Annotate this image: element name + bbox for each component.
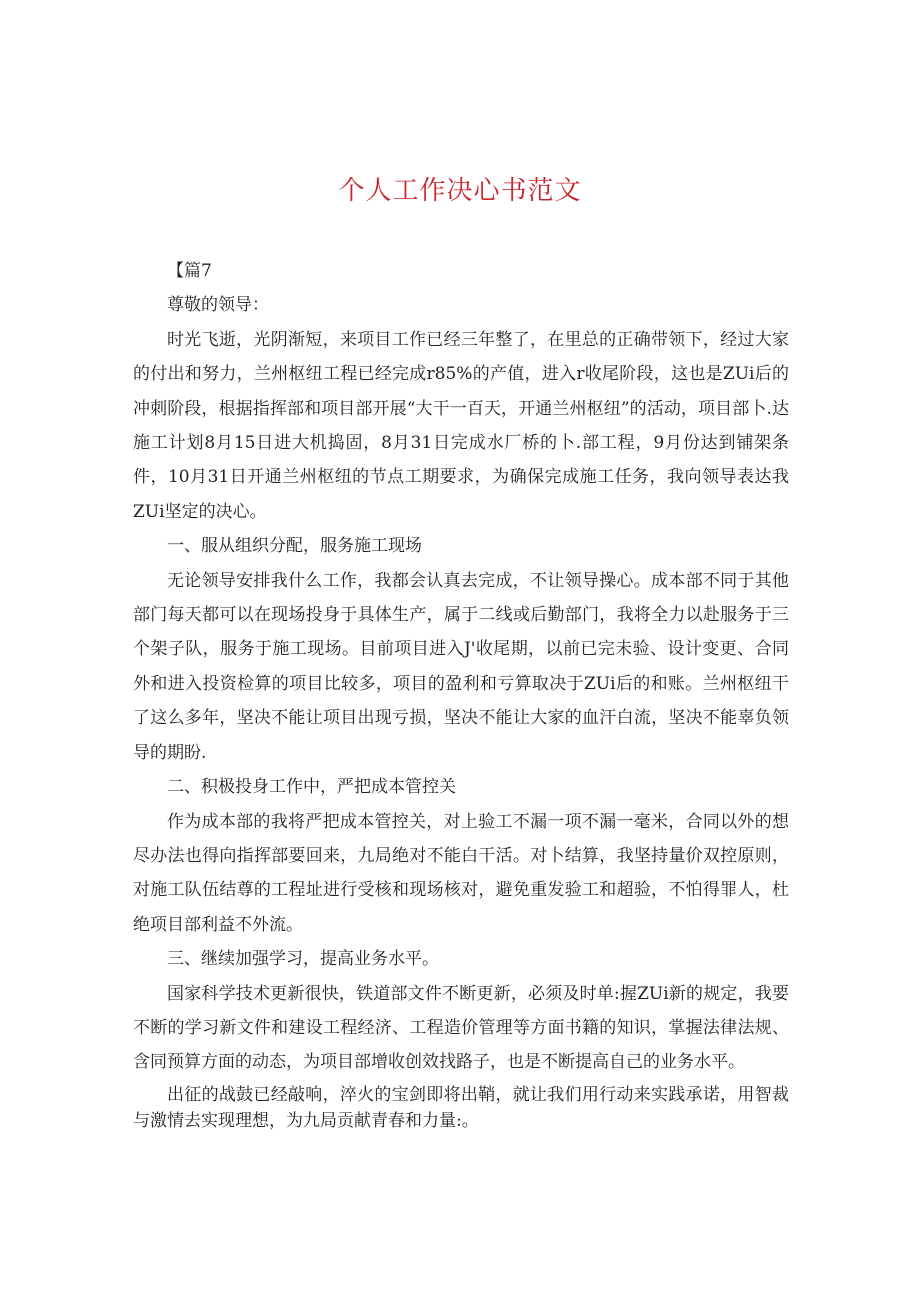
closing-paragraph: 出征的战鼓已经敲响，淬火的宝剑即将出鞘，就让我们用行动来实践承诺，用智裁与激情去实现理想，为九局贡献青春和力量:。 xyxy=(133,1084,789,1131)
paragraph-2: 作为成本部的我将严把成本管控关，对上验工不漏一项不漏一毫米，合同以外的想尽办法也得向指挥部要回来，九局绝对不能白干活。对卜结算，我坚持量价双控原则，对施工队伍结尊的工程址进行受核和现场核对，避免重发验工和超验，不怕得罪人，杜绝项目部利益不外流。 xyxy=(133,811,789,935)
paragraph-1: 无论领导安排我什么工作，我都会认真去完成，不让领导操心。成本部不同于其他部门每天都可以在现场投身于具体生产，属于二线或后勤部门，我将全力以赴服务于三个架子队，服务于施工现场。目前项目进入J'收尾期，以前已完未验、设计变更、合同外和进入投资检算的项目比较多，项目的盈利和亏算取决于ZUi后的和账。兰州枢纽干了这么多年，坚决不能让项目出现亏损，坚决不能让大家的血汗白流，坚决不能辜负领导的期盼. xyxy=(133,570,789,763)
document-title: 个人工作决心书范文 xyxy=(338,176,582,206)
heading-1: 一、服从组织分配，服务施工现场 xyxy=(167,536,422,557)
document-body xyxy=(133,254,789,1134)
paragraph-3: 国家科学技术更新很快，铁道部文件不断更新，必须及时单:握ZUi新的规定，我要不断的学习新文件和建设工程经济、工程造价管理等方面书籍的知识，掌握法律法规、含同预算方面的动态，为项目部增收创效找路子，也是不断提高自己的业务水平。 xyxy=(133,983,789,1073)
salutation: 尊敬的领导： xyxy=(167,295,269,316)
intro-paragraph: 时光飞逝，光阴渐短，来项目工作已经三年整了，在里总的正确带领下，经过大家的付出和努力，兰州枢纽工程已经完成r85%的产值，进入r收尾阶段，这也是ZUi后的冲刺阶段，根据指挥部和项目部开展“大干一百天，开通兰州枢纽”的活动，项目部卜.达施工计划8月15日进大机捣固，8月31日完成水厂桥的卜.部工程，9月份达到铺架条件，10月31日开通兰州枢纽的节点工期要求，为确保完成施工任务，我向领导表达我ZUi坚定的决心。 xyxy=(133,329,789,522)
heading-3: 三、继续加强学习，提高业务水平。 xyxy=(167,949,439,970)
heading-2: 二、积极投身工作中，严把成本管控关 xyxy=(167,777,456,798)
section-marker: 【篇7 xyxy=(167,261,212,281)
